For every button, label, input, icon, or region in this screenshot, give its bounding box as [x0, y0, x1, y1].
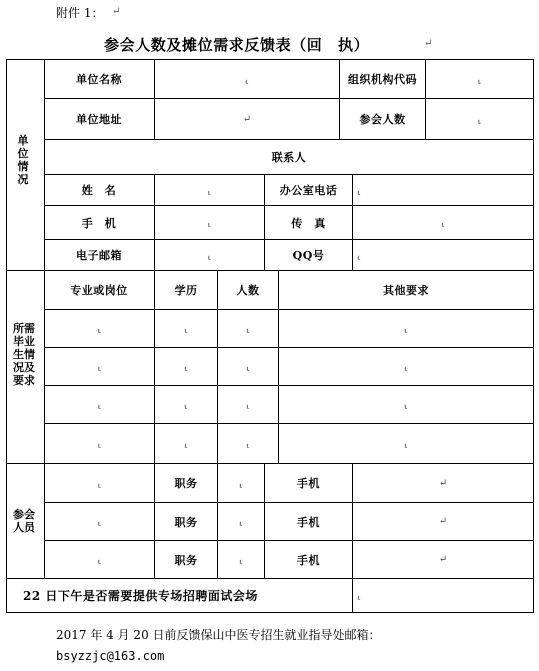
count-column-header: 人数 — [236, 284, 260, 297]
attendee-phone-label: 手机 — [297, 553, 320, 567]
attachment-label: 附件 1： — [56, 6, 104, 20]
major-column-header: 专业或岗位 — [70, 284, 128, 297]
major-input[interactable]: ⸤ — [97, 438, 102, 449]
position-label: 职务 — [174, 477, 198, 490]
attendee-phone-label: 手机 — [297, 515, 320, 529]
mobile-label: 手 机 — [81, 216, 117, 230]
position-input[interactable]: ⸤ — [239, 516, 243, 527]
paragraph-mark: ↵ — [424, 38, 433, 49]
unit-name-label: 单位名称 — [76, 73, 122, 86]
interview-venue-question: 22 日下午是否需要提供专场招聘面试会场 — [23, 589, 258, 603]
footer-email: bsyzzjc@163.com — [56, 649, 165, 663]
attendee-phone-input[interactable]: ↵ — [438, 554, 448, 565]
qq-label: QQ号 — [292, 249, 325, 262]
attendee-section-heading: 参会 人员 — [13, 508, 35, 534]
other-requirements-input[interactable]: ⸤ — [404, 323, 408, 334]
office-phone-input[interactable]: ⸤ — [357, 184, 361, 196]
footer-deadline-text: 2017 年 4 月 20 日前反馈保山中医专招生就业指导处邮箱： — [56, 628, 381, 642]
attendee-name-input[interactable]: ⸤ — [97, 554, 102, 565]
major-input[interactable]: ⸤ — [97, 361, 102, 372]
position-input[interactable]: ⸤ — [239, 554, 243, 565]
education-input[interactable]: ⸤ — [184, 323, 188, 334]
email-label: 电子邮箱 — [76, 249, 122, 262]
contact-header: 联系人 — [271, 151, 307, 164]
form-title: 参会人数及摊位需求反馈表（回 执） — [104, 36, 370, 54]
qq-input[interactable]: ⸤ — [357, 249, 361, 261]
attendee-count-input[interactable]: ⸤ — [477, 113, 482, 125]
other-requirements-input[interactable]: ⸤ — [404, 399, 408, 410]
count-input[interactable]: ⸤ — [246, 361, 250, 372]
org-code-label: 组织机构代码 — [348, 73, 417, 86]
attendee-name-input[interactable]: ⸤ — [97, 516, 102, 527]
other-column-header: 其他要求 — [383, 284, 429, 297]
major-input[interactable]: ⸤ — [97, 399, 102, 410]
education-input[interactable]: ⸤ — [184, 438, 188, 449]
count-input[interactable]: ⸤ — [246, 323, 250, 334]
attendee-phone-input[interactable]: ↵ — [438, 477, 448, 489]
fax-label: 传 真 — [291, 216, 326, 230]
unit-section-heading: 单 位 情 况 — [17, 134, 29, 186]
count-input[interactable]: ⸤ — [246, 438, 250, 449]
education-column-header: 学历 — [174, 284, 198, 297]
education-input[interactable]: ⸤ — [184, 361, 188, 372]
attendee-name-input[interactable]: ⸤ — [97, 477, 102, 489]
position-label: 职务 — [174, 553, 198, 567]
unit-address-label: 单位地址 — [76, 113, 122, 126]
position-label: 职务 — [174, 515, 198, 529]
paragraph-mark: ↵ — [112, 6, 121, 17]
name-label: 姓 名 — [81, 184, 117, 197]
mobile-input[interactable]: ⸤ — [207, 217, 212, 228]
major-input[interactable]: ⸤ — [97, 323, 102, 334]
unit-address-input[interactable]: ↵ — [242, 113, 252, 125]
count-input[interactable]: ⸤ — [246, 399, 250, 410]
other-requirements-input[interactable]: ⸤ — [404, 438, 408, 449]
attendee-phone-input[interactable]: ↵ — [438, 516, 448, 527]
demand-section-heading: 所需 毕业 生情 况及 要求 — [13, 322, 35, 387]
attendee-phone-label: 手机 — [297, 477, 320, 490]
name-input[interactable]: ⸤ — [207, 184, 212, 196]
position-input[interactable]: ⸤ — [239, 477, 243, 489]
office-phone-label: 办公室电话 — [279, 184, 338, 197]
education-input[interactable]: ⸤ — [184, 399, 188, 410]
fax-input[interactable]: ⸤ — [441, 217, 445, 228]
email-input[interactable]: ⸤ — [207, 249, 212, 261]
org-code-input[interactable]: ⸤ — [477, 73, 482, 85]
other-requirements-input[interactable]: ⸤ — [404, 361, 408, 372]
attendee-count-label: 参会人数 — [359, 113, 406, 126]
interview-venue-answer[interactable]: ⸤ — [357, 590, 361, 601]
unit-name-input[interactable]: ⸤ — [245, 73, 249, 85]
